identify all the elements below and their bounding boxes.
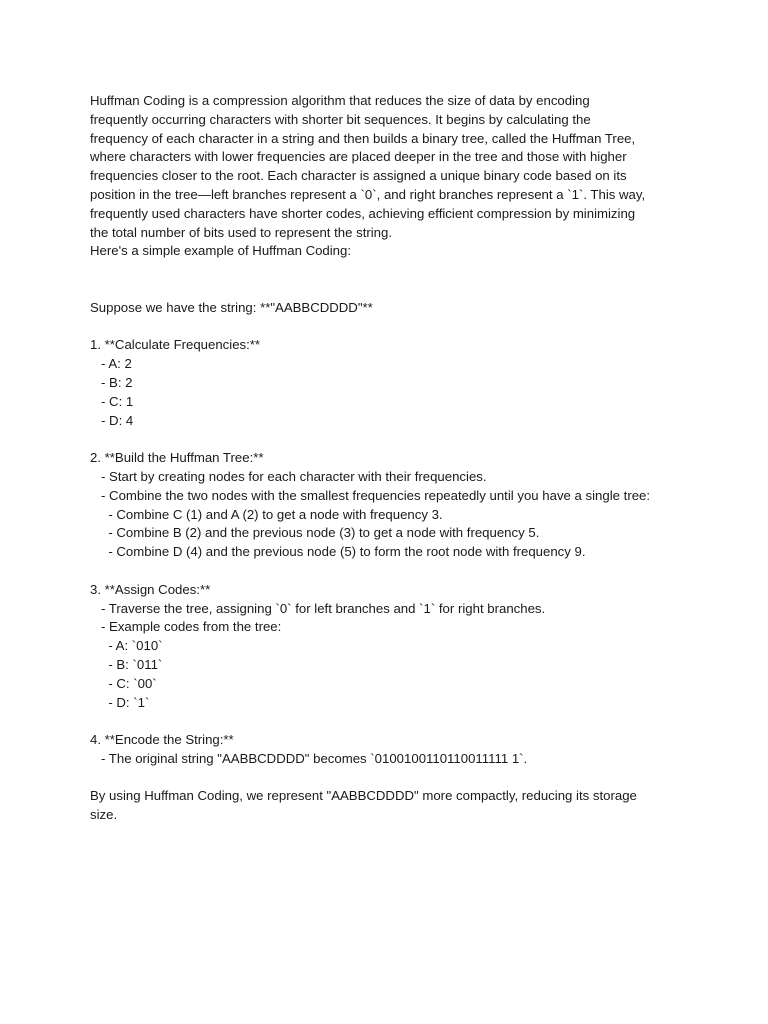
step-line: - D: 4	[90, 412, 134, 428]
step-encode-string	[90, 731, 690, 769]
step-line: - Traverse the tree, assigning `0` for left branches and `1` for right branches.	[90, 600, 546, 616]
conclusion-paragraph	[90, 787, 690, 825]
spacer	[90, 318, 690, 337]
spacer	[90, 280, 690, 299]
step-line: - C: 1	[90, 393, 134, 409]
intro-line: Huffman Coding is a compression algorithm that reduces the size of data by encoding	[90, 93, 590, 108]
step-build-tree	[90, 449, 690, 562]
step-line: - B: 2	[90, 374, 133, 390]
step-line: - D: `1`	[90, 694, 150, 710]
step-heading: 3. **Assign Codes:**	[90, 581, 211, 597]
document-body	[90, 92, 690, 825]
step-line: - A: 2	[90, 356, 132, 372]
step-assign-codes	[90, 581, 690, 713]
conclusion-line: size.	[90, 807, 118, 823]
intro-line: Here's a simple example of Huffman Coding:	[90, 243, 352, 259]
spacer	[90, 562, 690, 581]
step-line: - Example codes from the tree:	[90, 619, 282, 635]
intro-line: where characters with lower frequencies are placed deeper in the tree and those with higher	[90, 149, 627, 165]
intro-line: the total number of bits used to represent the string.	[90, 224, 393, 240]
intro-paragraph	[90, 92, 690, 261]
intro-line: frequently used characters have shorter codes, achieving efficient compression by minimizing	[90, 205, 636, 221]
step-heading: 2. **Build the Huffman Tree:**	[90, 450, 264, 466]
intro-line: frequencies closer to the root. Each character is assigned a unique binary code based on its	[90, 168, 627, 184]
step-calculate-frequencies	[90, 336, 690, 430]
spacer	[90, 261, 690, 280]
example-intro: Suppose we have the string: **"AABBCDDDD"**	[90, 299, 373, 315]
step-line: - C: `00`	[90, 675, 157, 691]
step-line: - Combine the two nodes with the smallest frequencies repeatedly until you have a single tree:	[90, 487, 651, 503]
spacer	[90, 769, 690, 788]
step-line: - Combine D (4) and the previous node (5) to form the root node with frequency 9.	[90, 544, 586, 560]
intro-line: position in the tree—left branches represent a `0`, and right branches represent a `1`. This way,	[90, 186, 646, 202]
step-line: - Combine B (2) and the previous node (3) to get a node with frequency 5.	[90, 525, 540, 541]
step-line: - The original string "AABBCDDDD" becomes `0100100110110011111 1`.	[90, 750, 528, 766]
step-line: - Start by creating nodes for each character with their frequencies.	[90, 468, 487, 484]
spacer	[90, 712, 690, 731]
step-line: - B: `011`	[90, 656, 163, 672]
step-line: - A: `010`	[90, 638, 163, 654]
step-heading: 1. **Calculate Frequencies:**	[90, 337, 261, 353]
step-heading: 4. **Encode the String:**	[90, 732, 234, 748]
intro-line: frequency of each character in a string and then builds a binary tree, called the Huffman Tree,	[90, 130, 636, 146]
step-line: - Combine C (1) and A (2) to get a node with frequency 3.	[90, 506, 443, 522]
spacer	[90, 430, 690, 449]
intro-line: frequently occurring characters with shorter bit sequences. It begins by calculating the	[90, 111, 591, 127]
conclusion-line: By using Huffman Coding, we represent "AABBCDDDD" more compactly, reducing its storage	[90, 788, 637, 804]
